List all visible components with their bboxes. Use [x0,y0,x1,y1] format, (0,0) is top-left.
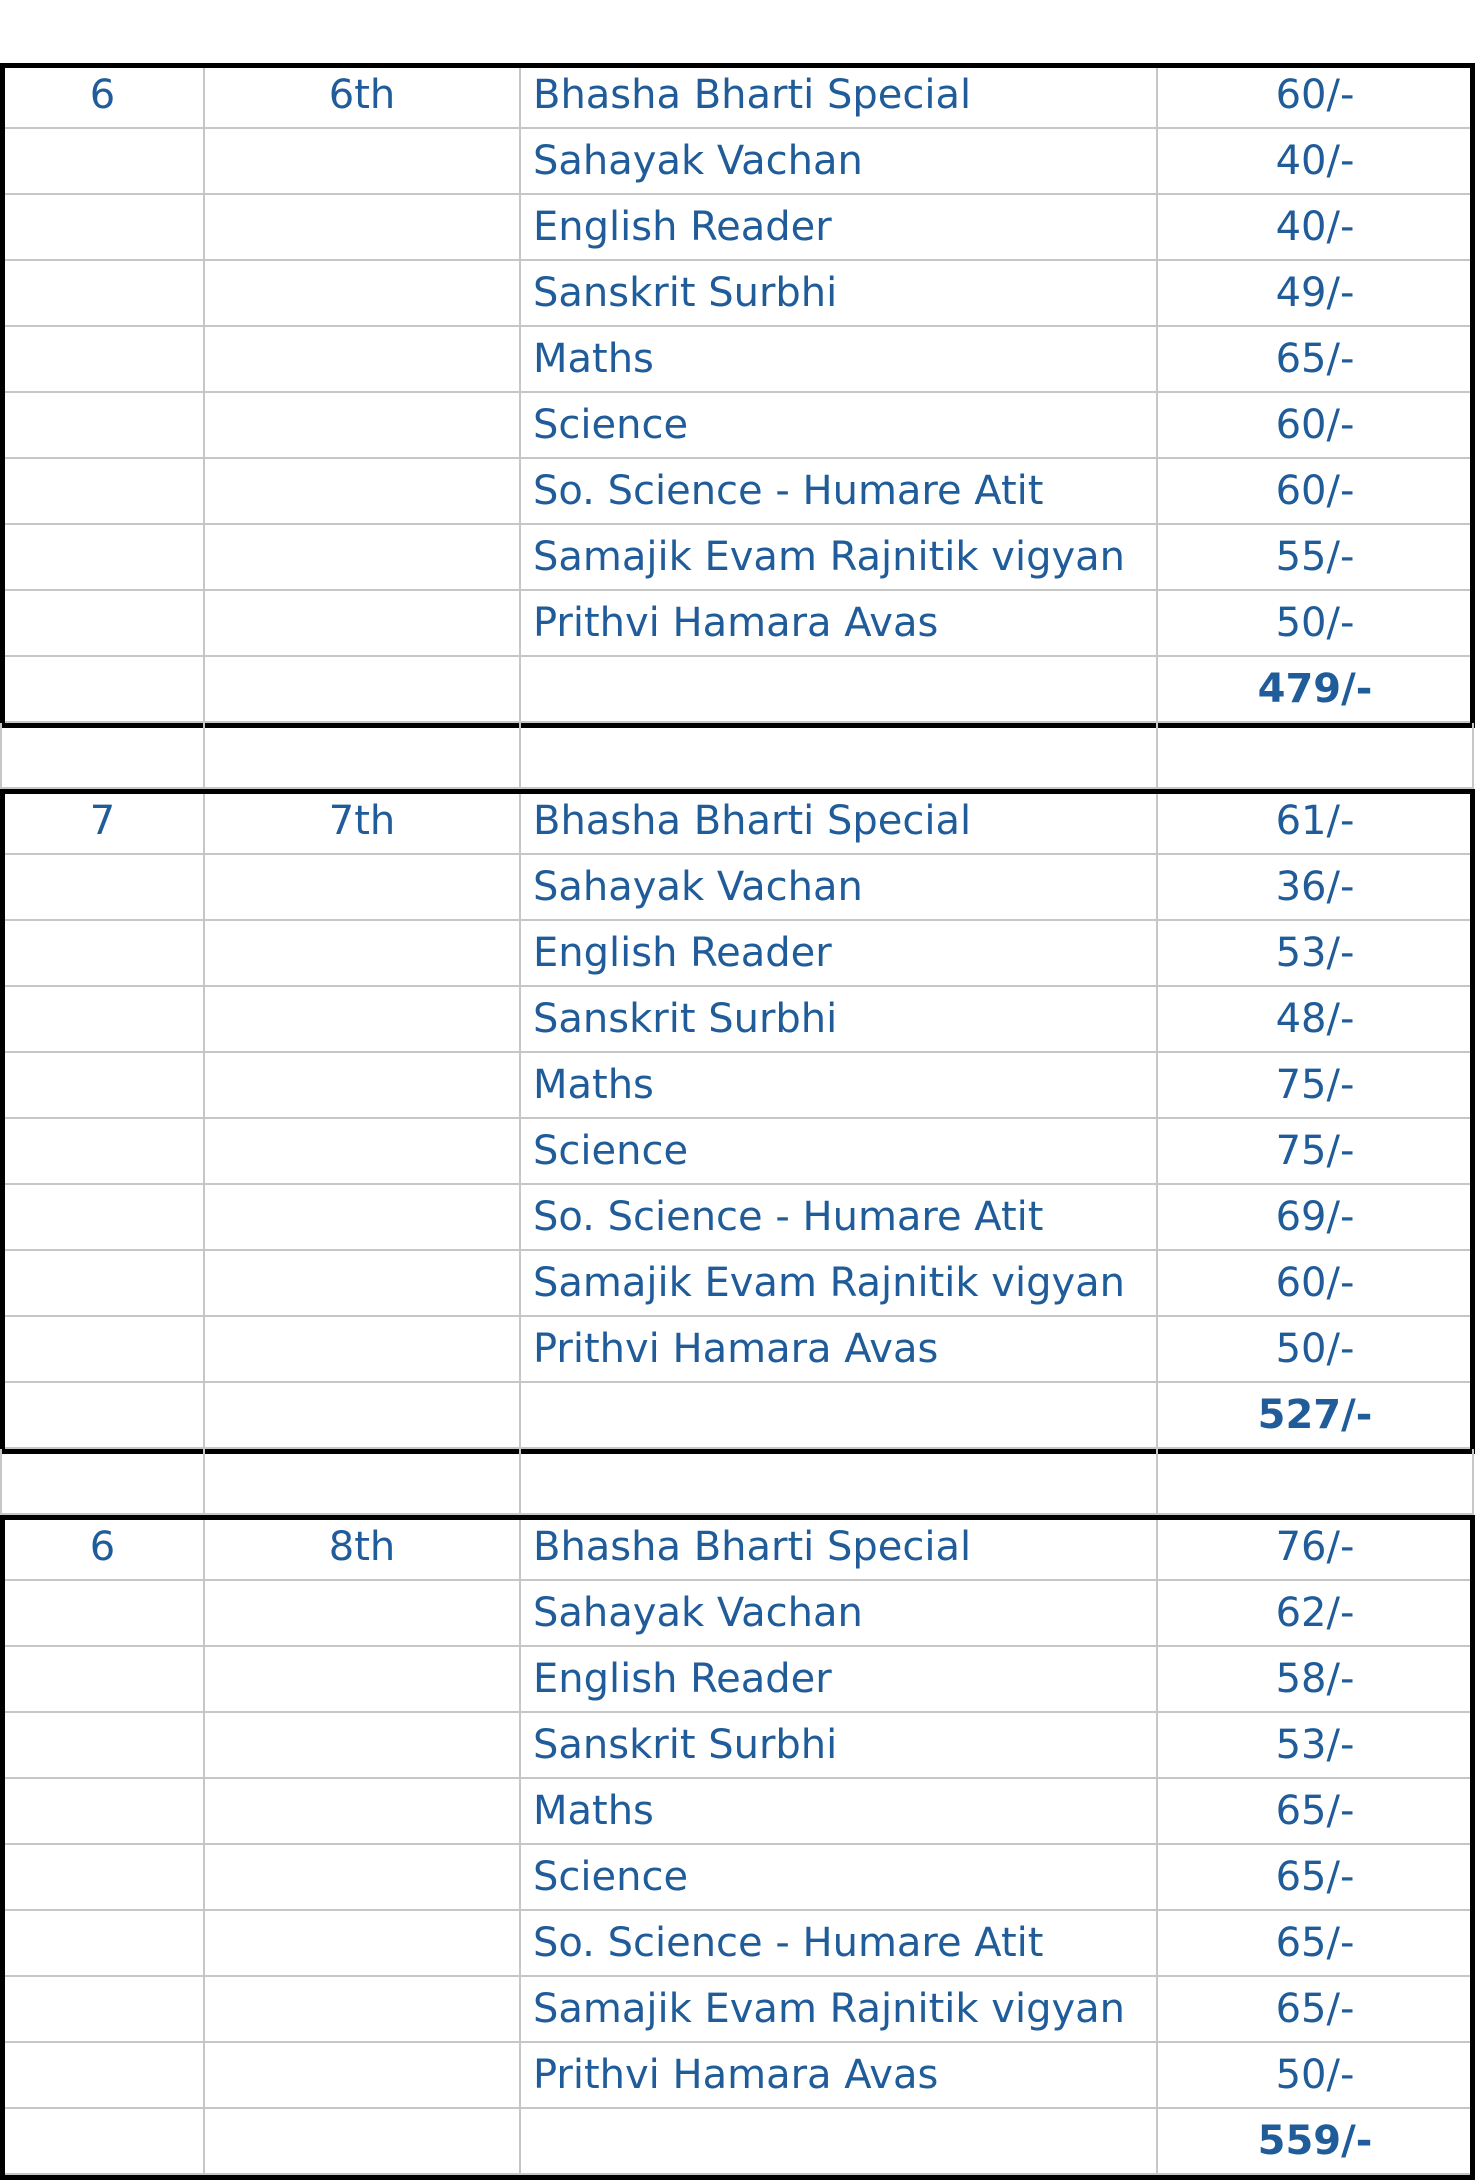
table-row [0,1515,1478,1581]
empty-cell [521,723,1158,789]
serial-number-cell [0,987,205,1053]
price-cell: 65/- [1158,1977,1474,2043]
price-cell: 75/- [1158,1119,1474,1185]
table-row [0,459,1478,525]
class-cell [205,1581,521,1647]
class-cell [205,1185,521,1251]
table-row [0,1713,1478,1779]
serial-number-cell [0,1251,205,1317]
book-name-cell: English Reader [521,1647,1158,1713]
serial-number-cell [0,327,205,393]
table-total-row [0,2109,1478,2175]
class-cell [205,1779,521,1845]
serial-number-cell [0,921,205,987]
price-cell: 55/- [1158,525,1474,591]
empty-cell [1158,1449,1474,1515]
serial-number-cell [0,459,205,525]
book-name-cell: So. Science - Humare Atit [521,1185,1158,1251]
class-cell [205,591,521,657]
total-price-cell: 559/- [1158,2109,1474,2175]
table-row [0,195,1478,261]
price-cell: 61/- [1158,789,1474,855]
book-name-cell: Science [521,393,1158,459]
serial-number-cell: 6 [0,63,205,129]
price-cell: 69/- [1158,1185,1474,1251]
price-cell: 65/- [1158,327,1474,393]
class-cell [205,1845,521,1911]
book-name-cell: Sanskrit Surbhi [521,987,1158,1053]
serial-number-cell [0,1185,205,1251]
table-row [0,63,1478,129]
book-name-cell: Science [521,1845,1158,1911]
book-name-cell [521,2109,1158,2175]
book-name-cell: Science [521,1119,1158,1185]
total-price-cell: 479/- [1158,657,1474,723]
class-cell [205,195,521,261]
book-name-cell: Sanskrit Surbhi [521,1713,1158,1779]
serial-number-cell [0,657,205,723]
empty-cell [0,723,205,789]
book-name-cell: Samajik Evam Rajnitik vigyan [521,1977,1158,2043]
table-row [0,1317,1478,1383]
table-row [0,1911,1478,1977]
serial-number-cell [0,1053,205,1119]
table-total-row [0,657,1478,723]
class-cell [205,525,521,591]
table-row [0,1845,1478,1911]
serial-number-cell [0,525,205,591]
book-name-cell: Bhasha Bharti Special [521,63,1158,129]
book-name-cell: Prithvi Hamara Avas [521,591,1158,657]
serial-number-cell [0,1779,205,1845]
table-row [0,1581,1478,1647]
table-row [0,921,1478,987]
serial-number-cell [0,855,205,921]
class-cell [205,1317,521,1383]
serial-number-cell: 7 [0,789,205,855]
price-cell: 60/- [1158,1251,1474,1317]
table-row [0,591,1478,657]
table-row [0,789,1478,855]
class-cell: 7th [205,789,521,855]
price-cell: 36/- [1158,855,1474,921]
total-price-cell: 527/- [1158,1383,1474,1449]
table-row [0,2043,1478,2109]
book-name-cell: Samajik Evam Rajnitik vigyan [521,1251,1158,1317]
spacer-row [0,1449,1478,1515]
price-cell: 62/- [1158,1581,1474,1647]
class-cell [205,261,521,327]
book-name-cell: Samajik Evam Rajnitik vigyan [521,525,1158,591]
serial-number-cell [0,1383,205,1449]
table-row [0,987,1478,1053]
class-cell [205,327,521,393]
book-name-cell: Maths [521,1779,1158,1845]
serial-number-cell [0,591,205,657]
class-cell [205,1119,521,1185]
book-name-cell: Sahayak Vachan [521,855,1158,921]
table-row [0,1053,1478,1119]
class-cell: 6th [205,63,521,129]
class-cell [205,2043,521,2109]
class-cell [205,129,521,195]
class-cell [205,1053,521,1119]
price-cell: 65/- [1158,1779,1474,1845]
book-name-cell: English Reader [521,195,1158,261]
serial-number-cell [0,1845,205,1911]
class-cell [205,2109,521,2175]
book-name-cell: Sahayak Vachan [521,129,1158,195]
empty-cell [1158,723,1474,789]
serial-number-cell [0,261,205,327]
table-row [0,327,1478,393]
table-row [0,1185,1478,1251]
spacer-row [0,723,1478,789]
empty-cell [205,723,521,789]
table-total-row [0,1383,1478,1449]
price-cell: 50/- [1158,591,1474,657]
book-name-cell: Bhasha Bharti Special [521,789,1158,855]
book-name-cell: Prithvi Hamara Avas [521,1317,1158,1383]
table-row [0,393,1478,459]
class-cell [205,855,521,921]
price-cell: 60/- [1158,459,1474,525]
serial-number-cell [0,2109,205,2175]
empty-cell [205,1449,521,1515]
table-row [0,525,1478,591]
serial-number-cell [0,129,205,195]
book-name-cell: So. Science - Humare Atit [521,459,1158,525]
price-cell: 48/- [1158,987,1474,1053]
price-cell: 65/- [1158,1845,1474,1911]
book-name-cell [521,1383,1158,1449]
serial-number-cell [0,1647,205,1713]
price-cell: 40/- [1158,129,1474,195]
price-cell: 65/- [1158,1911,1474,1977]
class-cell [205,1647,521,1713]
price-cell: 49/- [1158,261,1474,327]
book-name-cell: Bhasha Bharti Special [521,1515,1158,1581]
table-row [0,129,1478,195]
book-name-cell: Maths [521,327,1158,393]
price-cell: 53/- [1158,921,1474,987]
table-row [0,261,1478,327]
class-cell [205,987,521,1053]
class-cell [205,393,521,459]
price-cell: 76/- [1158,1515,1474,1581]
book-name-cell: Prithvi Hamara Avas [521,2043,1158,2109]
empty-cell [521,1449,1158,1515]
price-cell: 58/- [1158,1647,1474,1713]
book-name-cell: So. Science - Humare Atit [521,1911,1158,1977]
table-row [0,1119,1478,1185]
class-cell [205,657,521,723]
serial-number-cell [0,1977,205,2043]
price-cell: 60/- [1158,63,1474,129]
table-row [0,1779,1478,1845]
book-name-cell: Sanskrit Surbhi [521,261,1158,327]
class-cell [205,1713,521,1779]
serial-number-cell [0,1581,205,1647]
table-row [0,855,1478,921]
book-name-cell: Sahayak Vachan [521,1581,1158,1647]
class-cell [205,921,521,987]
price-cell: 50/- [1158,1317,1474,1383]
class-cell [205,1251,521,1317]
price-cell: 60/- [1158,393,1474,459]
book-name-cell: English Reader [521,921,1158,987]
class-cell [205,1383,521,1449]
book-name-cell: Maths [521,1053,1158,1119]
serial-number-cell [0,1119,205,1185]
class-cell: 8th [205,1515,521,1581]
class-cell [205,459,521,525]
table-row [0,1977,1478,2043]
class-cell [205,1911,521,1977]
serial-number-cell [0,1317,205,1383]
price-cell: 75/- [1158,1053,1474,1119]
table-row [0,1251,1478,1317]
serial-number-cell [0,1911,205,1977]
book-name-cell [521,657,1158,723]
serial-number-cell [0,195,205,261]
price-cell: 50/- [1158,2043,1474,2109]
serial-number-cell [0,2043,205,2109]
table-row [0,1647,1478,1713]
price-cell: 53/- [1158,1713,1474,1779]
serial-number-cell [0,393,205,459]
price-cell: 40/- [1158,195,1474,261]
empty-cell [0,1449,205,1515]
serial-number-cell: 6 [0,1515,205,1581]
class-cell [205,1977,521,2043]
serial-number-cell [0,1713,205,1779]
